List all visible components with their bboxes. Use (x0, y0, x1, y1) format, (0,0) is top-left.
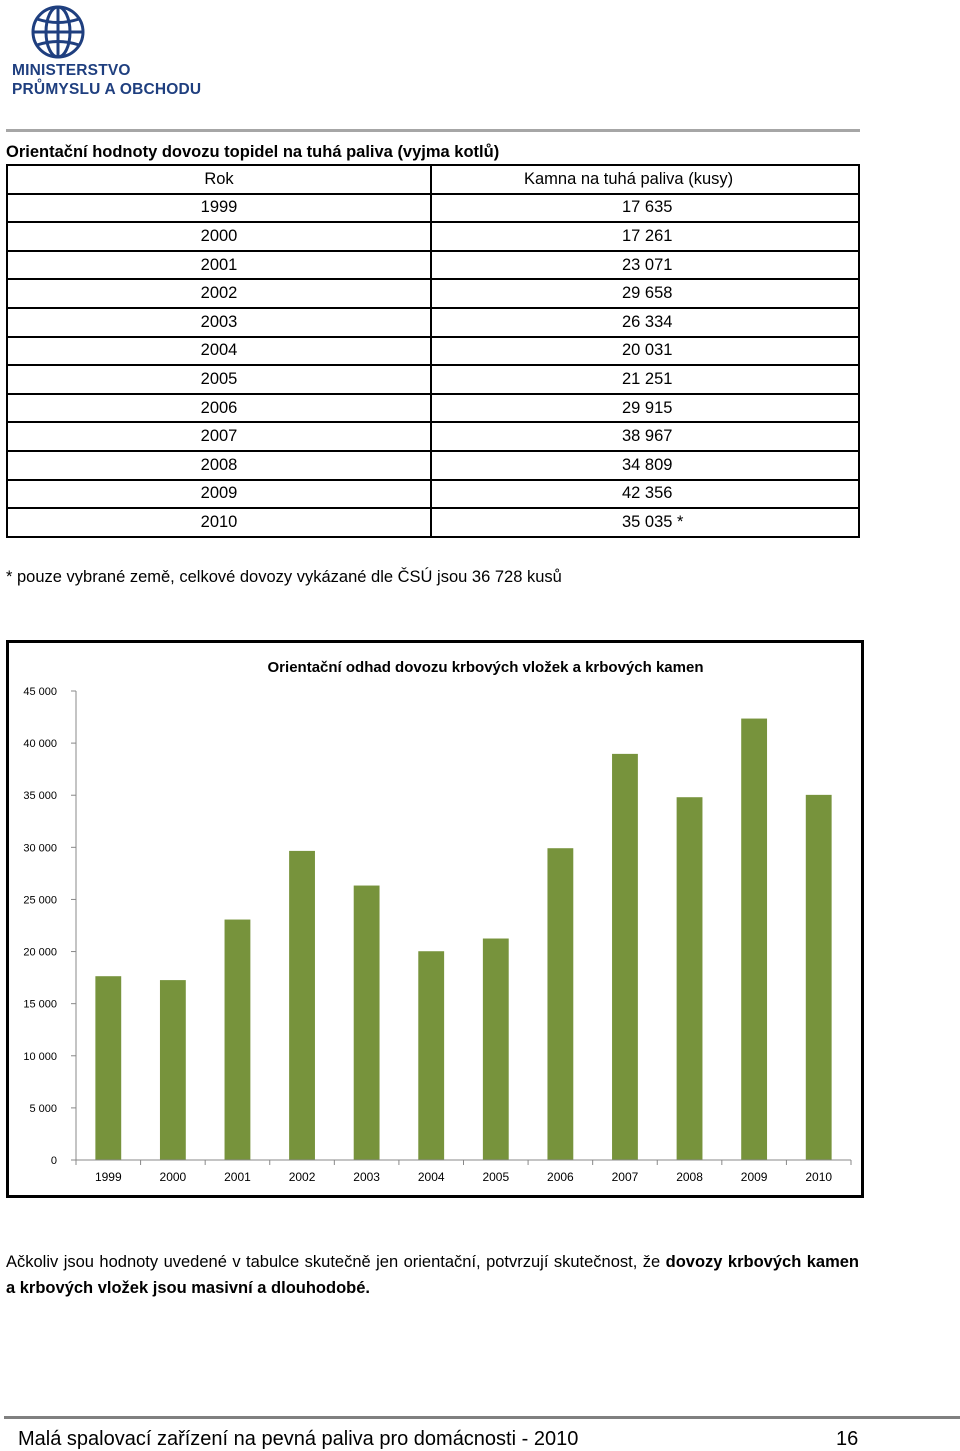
page-number: 16 (836, 1428, 859, 1450)
table-header-row (7, 165, 859, 194)
cell-year: 2000 (7, 222, 431, 251)
x-tick-label: 2003 (353, 1170, 380, 1184)
x-tick-label: 2006 (547, 1170, 574, 1184)
cell-value: 42 356 (431, 480, 859, 509)
cell-value: 21 251 (431, 365, 859, 394)
cell-year: 2007 (7, 422, 431, 451)
x-tick-label: 2002 (288, 1170, 316, 1184)
cell-value: 17 261 (431, 222, 859, 251)
footer-divider (4, 1416, 960, 1419)
y-tick-label: 10 000 (23, 1050, 57, 1063)
header-year: Rok (7, 165, 431, 194)
cell-year: 2003 (7, 308, 431, 337)
table-row (7, 422, 859, 451)
x-tick-label: 2001 (224, 1170, 251, 1184)
table-row (7, 251, 859, 280)
bar (547, 848, 573, 1160)
bar (225, 920, 251, 1160)
cell-year: 2009 (7, 480, 431, 509)
table-row (7, 480, 859, 509)
x-tick-label: 2005 (482, 1170, 510, 1184)
cell-year: 1999 (7, 194, 431, 223)
x-tick-label: 2004 (417, 1170, 445, 1184)
cell-value: 29 915 (431, 394, 859, 423)
conclusion-paragraph (6, 1249, 859, 1301)
header-value: Kamna na tuhá paliva (kusy) (431, 165, 859, 194)
table-footnote: * pouze vybrané země, celkové dovozy vykázané dle ČSÚ jsou 36 728 kusů (6, 568, 562, 586)
table-row (7, 451, 859, 480)
bar-chart (9, 643, 861, 1195)
bar (418, 951, 444, 1160)
bar (677, 797, 703, 1160)
import-table (6, 164, 860, 538)
y-tick-label: 45 000 (23, 686, 57, 698)
logo-text-line2: PRŮMYSLU A OBCHODU (12, 81, 202, 98)
x-tick-label: 1999 (94, 1170, 122, 1184)
table-row (7, 222, 859, 251)
cell-year: 2001 (7, 251, 431, 280)
table-row (7, 394, 859, 423)
cell-year: 2004 (7, 337, 431, 366)
cell-value: 23 071 (431, 251, 859, 280)
cell-year: 2005 (7, 365, 431, 394)
table-row (7, 279, 859, 308)
bar (612, 754, 638, 1160)
x-tick-label: 2009 (740, 1170, 768, 1184)
y-tick-label: 15 000 (23, 998, 57, 1011)
bar (354, 886, 380, 1160)
table-title: Orientační hodnoty dovozu topidel na tuhá paliva (vyjma kotlů) (6, 143, 500, 161)
y-tick-label: 40 000 (23, 738, 57, 751)
globe-grid-icon (8, 4, 108, 62)
conclusion-normal: Ačkoliv jsou hodnoty uvedené v tabulce skutečně jen orientační, potvrzují skutečnost, že (6, 1253, 666, 1271)
table-row (7, 508, 859, 537)
x-tick-label: 2010 (805, 1170, 833, 1184)
bar (741, 719, 767, 1160)
table-row (7, 308, 859, 337)
y-tick-label: 5 000 (29, 1102, 57, 1115)
table-row (7, 337, 859, 366)
conclusion-bold: dovozy krbových kamen a krbových vložek jsou masivní a dlouhodobé. (6, 1253, 860, 1297)
cell-year: 2006 (7, 394, 431, 423)
chart-container (6, 640, 864, 1198)
y-tick-label: 35 000 (23, 790, 57, 803)
chart-title: Orientační odhad dovozu krbových vložek a krbových kamen (267, 659, 704, 676)
cell-value: 29 658 (431, 279, 859, 308)
cell-value: 26 334 (431, 308, 859, 337)
cell-year: 2008 (7, 451, 431, 480)
table-body (7, 194, 859, 537)
x-tick-label: 2000 (159, 1170, 187, 1184)
table-row (7, 194, 859, 223)
x-tick-label: 2008 (676, 1170, 703, 1184)
y-tick-label: 30 000 (23, 842, 57, 855)
cell-value: 38 967 (431, 422, 859, 451)
logo-text-line1: MINISTERSTVO (12, 62, 131, 79)
y-tick-label: 0 (50, 1155, 57, 1167)
ministry-logo (6, 4, 206, 99)
bar (483, 939, 509, 1160)
bar (160, 980, 186, 1160)
bar (95, 976, 121, 1160)
bar (289, 851, 315, 1160)
y-tick-label: 25 000 (23, 894, 57, 907)
cell-year: 2002 (7, 279, 431, 308)
footer-title: Malá spalovací zařízení na pevná paliva pro domácnosti - 2010 (18, 1428, 579, 1450)
cell-value: 17 635 (431, 194, 859, 223)
bar (806, 795, 832, 1160)
table-row (7, 365, 859, 394)
y-tick-label: 20 000 (23, 946, 57, 959)
cell-year: 2010 (7, 508, 431, 537)
top-divider (6, 129, 860, 132)
cell-value: 20 031 (431, 337, 859, 366)
cell-value: 35 035 * (431, 508, 859, 537)
cell-value: 34 809 (431, 451, 859, 480)
x-tick-label: 2007 (611, 1170, 639, 1184)
